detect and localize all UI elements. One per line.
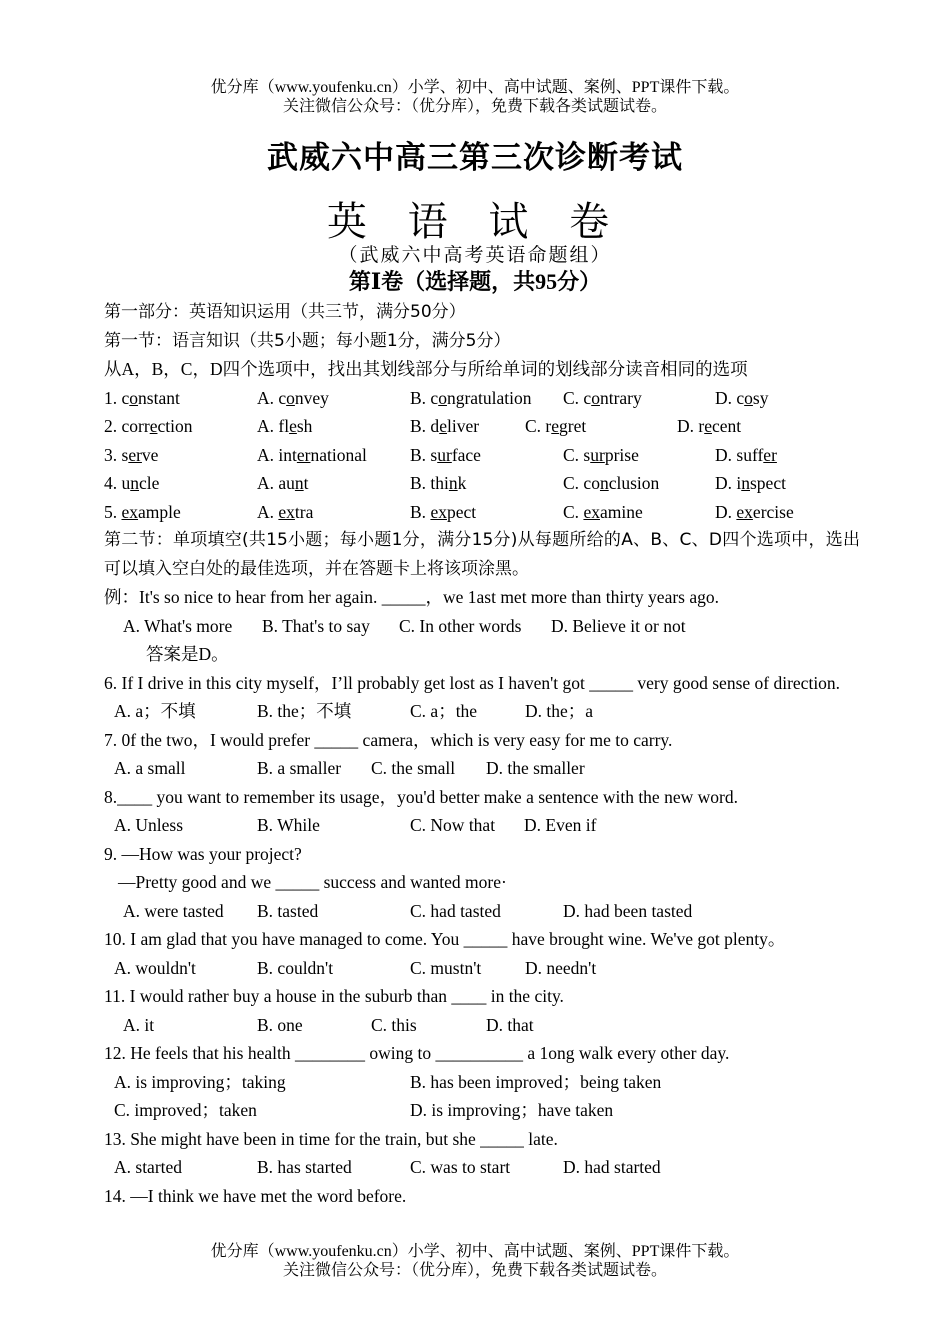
q6-option-b[interactable]: B. the；不填 (257, 701, 352, 721)
q8-options (104, 811, 860, 840)
q6-option-d[interactable]: D. the；a (525, 701, 594, 721)
section1-instruction: 从A，B，C，D四个选项中，找出其划线部分与所给单词的划线部分读音相同的选项 (104, 359, 748, 379)
q1-option-d[interactable]: D. cosy (715, 387, 769, 408)
example-stem: 例：It's so nice to hear from her again. _____，we 1ast met more than thirty years ago. (104, 587, 719, 607)
q12-stem: 12. He feels that his health ________ owing to __________ a 1ong walk every other day. (104, 1043, 730, 1063)
question-5 (104, 498, 860, 527)
q5-option-c[interactable]: C. examine (563, 501, 643, 522)
q6-options (104, 697, 860, 726)
q6-stem: 6. If I drive in this city myself，I’ll probably get lost as I haven't got _____ very good sense of direction. (104, 672, 841, 693)
q11-options (104, 1011, 860, 1040)
example-option-d: D. Believe it or not (551, 615, 686, 636)
q13-option-b[interactable]: B. has started (257, 1157, 352, 1177)
q12-options-ab (104, 1068, 860, 1097)
q4-stem: 4. uncle (104, 473, 160, 493)
q4-option-d[interactable]: D. inspect (715, 473, 786, 493)
footer-line-2: 关注微信公众号：（优分库），免费下载各类试题试卷。 (282, 1262, 667, 1279)
q7-options (104, 754, 860, 783)
q1-option-c[interactable]: C. contrary (563, 387, 642, 408)
q8-option-a[interactable]: A. Unless (114, 815, 184, 835)
author-group: （武威六中高考英语命题组） (338, 245, 612, 266)
footer-line-1: 优分库（www.youfenku.cn）小学、初中、高中试题、案例、PPT课件下载。 (210, 1243, 740, 1260)
q1-option-a[interactable]: A. convey (257, 387, 329, 408)
q3-option-a[interactable]: A. international (257, 444, 367, 465)
q7-option-a[interactable]: A. a small (114, 758, 186, 778)
q4-option-c[interactable]: C. conclusion (563, 473, 660, 493)
example-option-c: C. In other words (399, 615, 522, 636)
q11-option-a[interactable]: A. it (123, 1014, 155, 1035)
q9-reply: —Pretty good and we _____ success and wanted more· (118, 872, 507, 892)
q5-option-d[interactable]: D. exercise (715, 501, 794, 522)
paper-title: 英 语 试 卷 (326, 199, 624, 245)
q4-option-a[interactable]: A. aunt (257, 473, 309, 493)
exam-content (104, 298, 860, 1210)
question-3 (104, 441, 860, 470)
q7-option-b[interactable]: B. a smaller (257, 758, 342, 778)
q7-option-d[interactable]: D. the smaller (486, 758, 585, 778)
q13-option-d[interactable]: D. had started (563, 1157, 661, 1177)
q9-stem-2 (104, 868, 860, 897)
q1-stem: 1. constant (104, 387, 180, 408)
example-option-b: B. That's to say (262, 615, 370, 636)
q9-option-b[interactable]: B. tasted (257, 900, 319, 921)
q1-option-b[interactable]: B. congratulation (410, 387, 532, 408)
q8-option-c[interactable]: C. Now that (410, 815, 496, 835)
header-line-2: 关注微信公众号：（优分库），免费下载各类试题试卷。 (282, 98, 667, 115)
section2-heading: 第二节：单项填空(共15小题；每小题1分，满分15分)从每题所给的A、B、C、D四个选项中，选出可以填入空白处的最佳选项，并在答题卡上将该项涂黑。 (104, 530, 860, 579)
volume-title: 第Ⅰ卷（选择题，共95分） (348, 269, 602, 294)
q2-option-a[interactable]: A. flesh (257, 416, 313, 436)
example-options (104, 612, 860, 641)
q11-option-c[interactable]: C. this (371, 1014, 417, 1035)
q4-option-b[interactable]: B. think (410, 473, 467, 493)
example-answer-text: 答案是D。 (146, 644, 229, 664)
q6-option-a[interactable]: A. a；不填 (114, 701, 196, 721)
q10-options (104, 954, 860, 983)
q13-options (104, 1153, 860, 1182)
q12-options-cd (104, 1096, 860, 1125)
q11-option-b[interactable]: B. one (257, 1014, 303, 1035)
q10-option-a[interactable]: A. wouldn't (114, 957, 196, 978)
q9-options (104, 897, 860, 926)
q3-option-c[interactable]: C. surprise (563, 444, 639, 465)
q9-option-a[interactable]: A. were tasted (123, 900, 224, 921)
q10-stem: 10. I am glad that you have managed to come. You _____ have brought wine. We've got plenty。 (104, 929, 786, 949)
q11-option-d[interactable]: D. that (486, 1014, 534, 1035)
q12-option-d[interactable]: D. is improving；have taken (410, 1100, 614, 1120)
q7-stem: 7. 0f the two，I would prefer _____ camera，which is very easy for me to carry. (104, 729, 673, 750)
q5-stem: 5. example (104, 501, 181, 522)
q9-option-c[interactable]: C. had tasted (410, 900, 501, 921)
q8-option-b[interactable]: B. While (257, 815, 320, 835)
school-title: 武威六中高三第三次诊断考试 (267, 140, 683, 176)
q14-stem: 14. —I think we have met the word before. (104, 1185, 407, 1206)
q13-stem: 13. She might have been in time for the train, but she _____ late. (104, 1128, 558, 1149)
example-option-a: A. What's more (123, 615, 233, 636)
q8-stem: 8.____ you want to remember its usage，you'd better make a sentence with the new word. (104, 786, 738, 807)
q12-option-b[interactable]: B. has been improved；being taken (410, 1071, 662, 1092)
q9-option-d[interactable]: D. had been tasted (563, 900, 693, 921)
part1-heading: 第一部分：英语知识运用（共三节，满分50分） (104, 302, 466, 322)
q13-option-a[interactable]: A. started (114, 1157, 183, 1177)
q6-option-c[interactable]: C. a；the (410, 701, 478, 721)
q13-option-c[interactable]: C. was to start (410, 1157, 511, 1177)
q10-option-c[interactable]: C. mustn't (410, 957, 482, 978)
header-line-1: 优分库（www.youfenku.cn）小学、初中、高中试题、案例、PPT课件下载。 (210, 79, 740, 96)
example-answer (104, 640, 860, 669)
section1-heading: 第一节：语言知识（共5小题；每小题1分，满分5分） (104, 330, 511, 351)
question-4 (104, 469, 860, 498)
q12-option-a[interactable]: A. is improving；taking (114, 1071, 286, 1092)
q11-stem: 11. I would rather buy a house in the suburb than ____ in the city. (104, 986, 564, 1006)
q2-option-b[interactable]: B. deliver (410, 416, 480, 436)
q3-stem: 3. serve (104, 444, 159, 465)
q10-option-d[interactable]: D. needn't (525, 957, 597, 978)
question-1 (104, 384, 860, 413)
q7-option-c[interactable]: C. the small (371, 758, 456, 778)
q2-option-d[interactable]: D. recent (677, 416, 742, 436)
q10-option-b[interactable]: B. couldn't (257, 957, 334, 978)
q5-option-b[interactable]: B. expect (410, 501, 477, 522)
q3-option-b[interactable]: B. surface (410, 444, 481, 465)
q12-option-c[interactable]: C. improved；taken (114, 1100, 257, 1120)
q2-option-c[interactable]: C. regret (525, 416, 587, 436)
question-2 (104, 412, 860, 441)
q3-option-d[interactable]: D. suffer (715, 444, 777, 465)
q8-option-d[interactable]: D. Even if (524, 815, 597, 835)
q5-option-a[interactable]: A. extra (257, 501, 314, 522)
q9-stem: 9. —How was your project? (104, 843, 302, 864)
q2-stem: 2. correction (104, 416, 193, 436)
